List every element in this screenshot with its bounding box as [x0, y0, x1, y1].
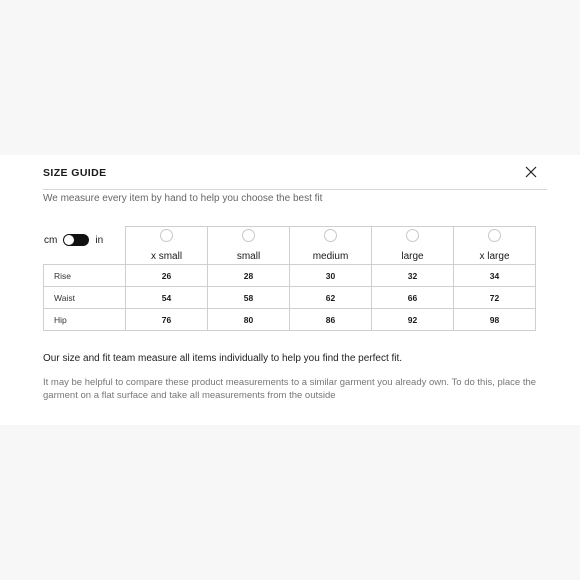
- size-column-large[interactable]: [372, 227, 454, 265]
- header-divider: [43, 189, 547, 190]
- size-radio-small[interactable]: [242, 229, 255, 242]
- size-label: x small: [150, 251, 183, 262]
- page-backdrop-top: [0, 0, 580, 155]
- size-column-medium[interactable]: [290, 227, 372, 265]
- unit-label-cm: cm: [44, 234, 58, 246]
- table-cell: 86: [290, 309, 372, 331]
- size-column-x-small[interactable]: [126, 227, 208, 265]
- size-label: x large: [479, 251, 510, 262]
- table-row-hip: [44, 309, 536, 331]
- page-backdrop-bottom: [0, 425, 580, 580]
- modal-title: SIZE GUIDE: [43, 167, 107, 179]
- table-cell: 28: [208, 265, 290, 287]
- table-cell: 26: [126, 265, 208, 287]
- size-table: [43, 226, 536, 331]
- table-cell: 80: [208, 309, 290, 331]
- size-radio-x-small[interactable]: [160, 229, 173, 242]
- unit-toggle: [44, 233, 103, 247]
- size-radio-x-large[interactable]: [488, 229, 501, 242]
- table-cell: 72: [454, 287, 536, 309]
- size-label: small: [236, 251, 261, 262]
- table-cell: 32: [372, 265, 454, 287]
- table-cell: 66: [372, 287, 454, 309]
- table-cell: 58: [208, 287, 290, 309]
- close-icon[interactable]: [523, 164, 539, 180]
- size-label: large: [401, 251, 424, 262]
- row-label: Hip: [44, 309, 126, 331]
- table-cell: 76: [126, 309, 208, 331]
- fit-note-primary: Our size and fit team measure all items individually to help you find the perfect fit.: [43, 353, 403, 364]
- unit-switch[interactable]: [63, 234, 89, 246]
- table-cell: 62: [290, 287, 372, 309]
- size-guide-modal: [0, 155, 580, 425]
- switch-knob: [64, 235, 74, 245]
- size-radio-medium[interactable]: [324, 229, 337, 242]
- row-label: Rise: [44, 265, 126, 287]
- table-row-waist: [44, 287, 536, 309]
- size-label: medium: [312, 251, 349, 262]
- table-cell: 98: [454, 309, 536, 331]
- size-header-row: [44, 227, 536, 265]
- size-radio-large[interactable]: [406, 229, 419, 242]
- fit-note-secondary: It may be helpful to compare these product measurements to a similar garment you already own. To do this, place the garment on a flat surface and take all measurements from the outside: [43, 377, 537, 401]
- size-column-x-large[interactable]: [454, 227, 536, 265]
- table-row-rise: [44, 265, 536, 287]
- size-column-small[interactable]: [208, 227, 290, 265]
- unit-label-in: in: [95, 234, 104, 246]
- row-label: Waist: [44, 287, 126, 309]
- table-cell: 34: [454, 265, 536, 287]
- table-cell: 54: [126, 287, 208, 309]
- modal-subtitle: We measure every item by hand to help you choose the best fit: [43, 193, 323, 204]
- table-cell: 92: [372, 309, 454, 331]
- table-cell: 30: [290, 265, 372, 287]
